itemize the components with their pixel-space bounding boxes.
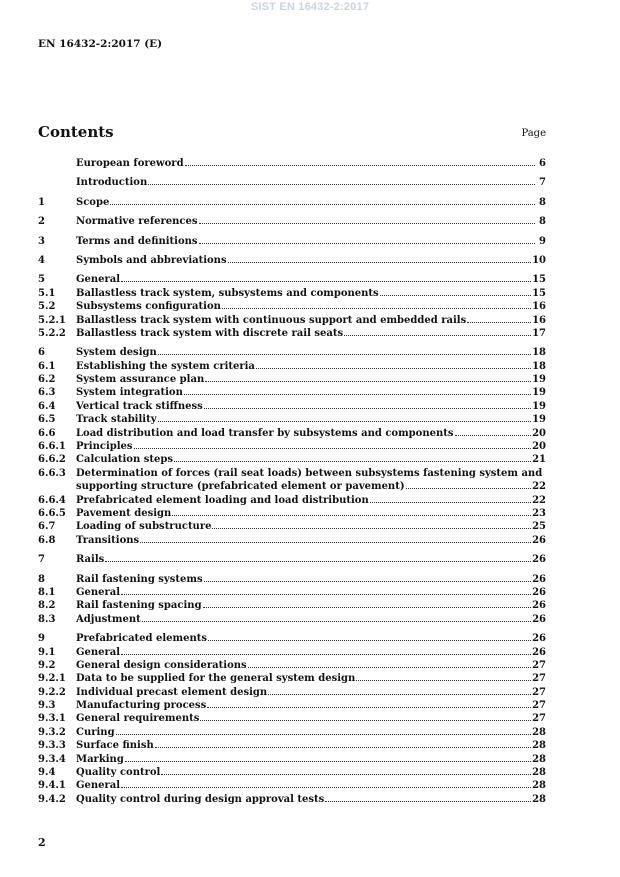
toc-entry-title: Calculation steps bbox=[76, 454, 173, 466]
toc-entry-number: 6.7 bbox=[38, 521, 56, 533]
toc-leader-dots bbox=[204, 408, 531, 409]
toc-entry-number: 8 bbox=[38, 573, 45, 585]
toc-entry-title: Curing bbox=[76, 726, 115, 738]
toc-entry-number: 8.3 bbox=[38, 613, 56, 625]
toc-entry-title: Marking bbox=[76, 753, 124, 765]
toc-entry-title: Ballastless track system with continuous support and embedded rails bbox=[76, 314, 467, 326]
toc-entry-title: Loading of substructure bbox=[76, 521, 212, 533]
toc-entry-number: 9.4.1 bbox=[38, 780, 66, 792]
toc-entry[interactable] bbox=[38, 440, 546, 453]
toc-leader-dots bbox=[406, 488, 532, 489]
toc-entry[interactable] bbox=[38, 427, 546, 440]
toc-entry-page: 16 bbox=[532, 301, 546, 313]
toc-entry-title: Rail fastening spacing bbox=[76, 600, 202, 612]
toc-entry-title: Load distribution and load transfer by subsystems and components bbox=[76, 427, 454, 439]
watermark: SIST EN 16432-2:2017 bbox=[250, 1, 370, 13]
toc-entry-title-wrap bbox=[76, 632, 532, 645]
toc-entry-page: 20 bbox=[532, 441, 546, 453]
toc-entry-title-wrap bbox=[76, 586, 532, 599]
toc-entry-page: 10 bbox=[532, 254, 546, 266]
toc-entry-page: 25 bbox=[532, 521, 546, 533]
toc-entry-title: Ballastless track system with discrete rail seats bbox=[76, 327, 344, 339]
toc-leader-dots bbox=[203, 607, 532, 608]
toc-entry-page: 26 bbox=[532, 646, 546, 658]
toc-leader-dots bbox=[344, 335, 531, 336]
toc-entry[interactable] bbox=[38, 254, 546, 267]
toc-entry[interactable] bbox=[38, 699, 546, 712]
toc-entry-page: 9 bbox=[539, 235, 546, 247]
toc-entry[interactable] bbox=[38, 413, 546, 426]
toc-entry-number: 9.3.4 bbox=[38, 753, 66, 765]
toc-entry-title: Ballastless track system, subsystems and components bbox=[76, 287, 379, 299]
toc-entry[interactable] bbox=[38, 176, 546, 189]
toc-entry-title: Rail fastening systems bbox=[76, 573, 203, 585]
toc-entry-title-wrap bbox=[76, 573, 532, 586]
toc-leader-dots bbox=[248, 667, 531, 668]
toc-entry-number: 5 bbox=[38, 274, 45, 286]
toc-entry-page: 27 bbox=[532, 686, 546, 698]
toc-entry-title-wrap bbox=[76, 467, 543, 480]
toc-entry-title-wrap bbox=[76, 413, 532, 426]
toc-entry[interactable] bbox=[38, 215, 546, 228]
toc-entry-title-wrap bbox=[76, 507, 532, 520]
toc-entry-number: 5.2.1 bbox=[38, 314, 66, 326]
toc-leader-dots bbox=[185, 165, 535, 166]
page-column-label: Page bbox=[521, 128, 546, 139]
toc-entry-title: System assurance plan bbox=[76, 374, 205, 386]
toc-leader-dots bbox=[325, 801, 531, 802]
toc-entry[interactable] bbox=[38, 520, 546, 533]
toc-entry[interactable] bbox=[38, 453, 546, 466]
toc-leader-dots bbox=[228, 262, 531, 263]
toc-entry-page: 26 bbox=[532, 586, 546, 598]
toc-leader-dots bbox=[174, 461, 531, 462]
toc-entry[interactable] bbox=[38, 686, 546, 699]
toc-leader-dots bbox=[380, 295, 531, 296]
toc-leader-dots bbox=[105, 561, 531, 562]
toc-entry-title-wrap bbox=[76, 779, 532, 792]
toc-entry-title: Principles bbox=[76, 441, 133, 453]
toc-leader-dots bbox=[134, 448, 532, 449]
toc-entry[interactable] bbox=[38, 314, 546, 327]
toc-entry[interactable] bbox=[38, 386, 546, 399]
toc-entry-title: Terms and definitions bbox=[76, 235, 198, 247]
toc-entry[interactable] bbox=[38, 196, 546, 209]
toc-leader-dots bbox=[172, 515, 531, 516]
toc-leader-dots bbox=[121, 281, 531, 282]
toc-leader-dots bbox=[356, 680, 531, 681]
toc-entry-page: 28 bbox=[532, 780, 546, 792]
toc-entry-title-wrap bbox=[76, 686, 532, 699]
toc-leader-dots bbox=[148, 184, 535, 185]
toc-entry-page: 26 bbox=[532, 554, 546, 566]
toc-entry-title: Symbols and abbreviations bbox=[76, 254, 227, 266]
toc-entry-title: Surface finish bbox=[76, 740, 154, 752]
toc-entry[interactable] bbox=[38, 672, 546, 685]
toc-entry-number: 3 bbox=[38, 235, 45, 247]
toc-entry-title-wrap bbox=[76, 327, 532, 340]
toc-entry-page: 21 bbox=[532, 454, 546, 466]
toc-entry-title-wrap bbox=[76, 427, 532, 440]
toc-entry-title: Scope bbox=[76, 196, 110, 208]
toc-entry-title-wrap bbox=[76, 739, 532, 752]
toc-entry[interactable] bbox=[38, 235, 546, 248]
table-of-contents bbox=[38, 157, 546, 806]
toc-entry[interactable] bbox=[38, 753, 546, 766]
toc-entry-title: General design considerations bbox=[76, 659, 247, 671]
toc-entry-page: 8 bbox=[539, 216, 546, 228]
toc-entry[interactable] bbox=[38, 373, 546, 386]
toc-entry-title: Prefabricated elements bbox=[76, 633, 208, 645]
toc-leader-dots bbox=[116, 734, 532, 735]
toc-leader-dots bbox=[200, 720, 531, 721]
toc-entry-title-wrap bbox=[76, 480, 532, 493]
toc-entry-title: General requirements bbox=[76, 713, 200, 725]
toc-entry[interactable] bbox=[38, 793, 546, 806]
toc-entry-title-wrap bbox=[76, 235, 536, 248]
toc-entry-title: Subsystems configuration bbox=[76, 301, 221, 313]
toc-entry-title-wrap bbox=[76, 659, 532, 672]
toc-leader-dots bbox=[125, 761, 531, 762]
toc-entry-title-wrap bbox=[76, 599, 532, 612]
toc-entry-page: 27 bbox=[532, 713, 546, 725]
toc-entry[interactable] bbox=[38, 586, 546, 599]
toc-entry-page: 15 bbox=[532, 274, 546, 286]
toc-entry-title: Normative references bbox=[76, 216, 198, 228]
toc-entry[interactable] bbox=[38, 360, 546, 373]
toc-leader-dots bbox=[212, 528, 531, 529]
toc-entry-number: 8.2 bbox=[38, 600, 56, 612]
toc-entry[interactable] bbox=[38, 273, 546, 286]
toc-entry-title-wrap bbox=[76, 793, 532, 806]
toc-entry-number: 9.3.1 bbox=[38, 713, 66, 725]
toc-entry-title-wrap bbox=[76, 712, 532, 725]
toc-entry-title-wrap bbox=[76, 613, 532, 626]
toc-leader-dots bbox=[467, 322, 531, 323]
toc-entry-page: 26 bbox=[532, 600, 546, 612]
toc-entry-title-wrap bbox=[76, 273, 532, 286]
toc-entry-number: 6.6.3 bbox=[38, 467, 66, 479]
toc-entry-number: 4 bbox=[38, 254, 45, 266]
toc-entry-page: 19 bbox=[532, 400, 546, 412]
toc-entry-page: 19 bbox=[532, 374, 546, 386]
toc-leader-dots bbox=[256, 368, 531, 369]
toc-entry[interactable] bbox=[38, 534, 546, 547]
toc-entry-title: Establishing the system criteria bbox=[76, 360, 255, 372]
toc-entry-title-wrap bbox=[76, 346, 532, 359]
toc-entry-title-wrap bbox=[76, 520, 532, 533]
toc-entry-number: 6.6.1 bbox=[38, 441, 66, 453]
toc-entry-number: 9.4.2 bbox=[38, 793, 66, 805]
toc-entry-title: System integration bbox=[76, 387, 183, 399]
toc-entry[interactable] bbox=[38, 599, 546, 612]
toc-entry[interactable] bbox=[38, 287, 546, 300]
toc-entry-title: Transitions bbox=[76, 534, 140, 546]
toc-entry[interactable] bbox=[38, 553, 546, 566]
toc-entry-title-wrap bbox=[76, 699, 532, 712]
toc-entry[interactable] bbox=[38, 573, 546, 586]
toc-entry-page: 18 bbox=[532, 360, 546, 372]
toc-leader-dots bbox=[199, 223, 536, 224]
toc-entry-title: European foreword bbox=[76, 158, 184, 169]
toc-entry-number: 6 bbox=[38, 347, 45, 359]
toc-entry-number: 5.1 bbox=[38, 287, 56, 299]
toc-entry-title: Introduction bbox=[76, 177, 148, 189]
toc-entry-number: 9.3.3 bbox=[38, 740, 66, 752]
toc-entry-page: 23 bbox=[532, 507, 546, 519]
toc-entry-number: 2 bbox=[38, 216, 45, 228]
toc-entry-number: 5.2 bbox=[38, 301, 56, 313]
toc-entry-number: 6.6 bbox=[38, 427, 56, 439]
toc-entry[interactable] bbox=[38, 300, 546, 313]
toc-entry-title: Data to be supplied for the general system design bbox=[76, 673, 356, 685]
toc-entry-page: 22 bbox=[532, 481, 546, 493]
toc-entry-title: General bbox=[76, 646, 121, 658]
toc-entry-title: Quality control bbox=[76, 767, 161, 779]
toc-entry[interactable] bbox=[38, 480, 546, 493]
toc-entry-number: 8.1 bbox=[38, 586, 56, 598]
toc-entry-title-wrap bbox=[76, 646, 532, 659]
toc-entry[interactable] bbox=[38, 632, 546, 645]
toc-entry[interactable] bbox=[38, 467, 546, 480]
toc-entry-title-wrap bbox=[76, 314, 532, 327]
toc-entry-number: 7 bbox=[38, 554, 45, 566]
toc-entry-page: 17 bbox=[532, 327, 546, 339]
toc-entry-title-wrap bbox=[76, 176, 536, 189]
toc-entry-title-wrap bbox=[76, 726, 532, 739]
toc-entry[interactable] bbox=[38, 346, 546, 359]
toc-entry[interactable] bbox=[38, 613, 546, 626]
toc-entry-page: 19 bbox=[532, 414, 546, 426]
toc-entry-page: 28 bbox=[532, 726, 546, 738]
toc-leader-dots bbox=[155, 747, 531, 748]
toc-leader-dots bbox=[370, 502, 531, 503]
toc-entry-title-wrap bbox=[76, 254, 532, 267]
toc-entry-page: 16 bbox=[532, 314, 546, 326]
toc-entry-title: General bbox=[76, 586, 121, 598]
toc-entry-number: 9.1 bbox=[38, 646, 56, 658]
toc-entry-title: Manufacturing process bbox=[76, 700, 207, 712]
toc-entry-page: 27 bbox=[532, 673, 546, 685]
toc-entry-title-wrap bbox=[76, 300, 532, 313]
toc-leader-dots bbox=[110, 204, 535, 205]
toc-entry-number: 9.3 bbox=[38, 700, 56, 712]
toc-leader-dots bbox=[121, 654, 531, 655]
toc-entry-title-wrap bbox=[76, 766, 532, 779]
toc-entry-title-wrap bbox=[76, 360, 532, 373]
toc-entry-title: Pavement design bbox=[76, 507, 172, 519]
toc-entry-title: Individual precast element design bbox=[76, 686, 268, 698]
toc-entry-title: Prefabricated element loading and load distribution bbox=[76, 494, 369, 506]
toc-entry[interactable] bbox=[38, 779, 546, 792]
toc-leader-dots bbox=[455, 435, 532, 436]
toc-entry[interactable] bbox=[38, 327, 546, 340]
toc-entry-number: 6.6.2 bbox=[38, 454, 66, 466]
toc-entry-number: 9 bbox=[38, 633, 45, 645]
toc-leader-dots bbox=[207, 707, 531, 708]
toc-entry-title-wrap bbox=[76, 753, 532, 766]
toc-entry-title-wrap bbox=[76, 553, 532, 566]
toc-entry[interactable] bbox=[38, 659, 546, 672]
toc-entry-number: 6.4 bbox=[38, 400, 56, 412]
toc-leader-dots bbox=[140, 542, 531, 543]
toc-entry-title: Adjustment bbox=[76, 613, 141, 625]
toc-entry-page: 26 bbox=[532, 573, 546, 585]
toc-entry-title: Quality control during design approval tests bbox=[76, 793, 325, 805]
document-id: EN 16432-2:2017 (E) bbox=[38, 38, 163, 50]
toc-entry-title: Determination of forces (rail seat loads) between subsystems fastening system and bbox=[76, 467, 543, 479]
toc-entry-page: 26 bbox=[532, 633, 546, 645]
toc-entry-page: 15 bbox=[532, 287, 546, 299]
toc-entry-page: 26 bbox=[532, 534, 546, 546]
toc-entry-page: 22 bbox=[532, 494, 546, 506]
toc-entry-number: 6.5 bbox=[38, 414, 56, 426]
toc-entry-title-wrap bbox=[76, 494, 532, 507]
toc-entry-page: 28 bbox=[532, 793, 546, 805]
toc-entry[interactable] bbox=[38, 739, 546, 752]
toc-entry-number: 1 bbox=[38, 196, 45, 208]
toc-leader-dots bbox=[222, 308, 531, 309]
toc-entry[interactable] bbox=[38, 507, 546, 520]
toc-entry-title-wrap bbox=[76, 215, 536, 228]
toc-leader-dots bbox=[208, 640, 531, 641]
toc-entry-number: 9.2 bbox=[38, 659, 56, 671]
toc-entry-title-wrap bbox=[76, 287, 532, 300]
toc-entry-number: 6.1 bbox=[38, 360, 56, 372]
toc-entry-page: 28 bbox=[532, 767, 546, 779]
toc-entry-title: Vertical track stiffness bbox=[76, 400, 203, 412]
toc-entry-title: Track stability bbox=[76, 414, 157, 426]
toc-entry[interactable] bbox=[38, 494, 546, 507]
toc-entry-title-wrap bbox=[76, 400, 532, 413]
toc-entry-page: 27 bbox=[532, 700, 546, 712]
toc-entry-title: General bbox=[76, 274, 121, 286]
toc-leader-dots bbox=[268, 694, 531, 695]
toc-leader-dots bbox=[199, 243, 535, 244]
toc-entry-number: 6.3 bbox=[38, 387, 56, 399]
toc-entry-page: 27 bbox=[532, 659, 546, 671]
toc-entry-title-wrap bbox=[76, 196, 536, 209]
toc-entry-title: Rails bbox=[76, 554, 105, 566]
toc-entry-number: 6.2 bbox=[38, 374, 56, 386]
toc-leader-dots bbox=[142, 621, 531, 622]
toc-entry-title-wrap bbox=[76, 672, 532, 685]
toc-entry-number: 9.3.2 bbox=[38, 726, 66, 738]
footer-page-number: 2 bbox=[38, 836, 46, 849]
toc-entry-number: 6.6.4 bbox=[38, 494, 66, 506]
toc-entry[interactable] bbox=[38, 157, 546, 170]
toc-leader-dots bbox=[205, 381, 531, 382]
toc-leader-dots bbox=[184, 394, 531, 395]
toc-entry-number: 9.2.2 bbox=[38, 686, 66, 698]
toc-entry-title-wrap bbox=[76, 373, 532, 386]
toc-entry-title-wrap bbox=[76, 157, 536, 170]
toc-entry-page: 20 bbox=[532, 427, 546, 439]
toc-entry-number: 5.2.2 bbox=[38, 327, 66, 339]
toc-leader-dots bbox=[204, 581, 532, 582]
toc-entry[interactable] bbox=[38, 726, 546, 739]
toc-entry[interactable] bbox=[38, 400, 546, 413]
toc-entry-title: General bbox=[76, 780, 121, 792]
toc-entry-title-wrap bbox=[76, 453, 532, 466]
toc-leader-dots bbox=[121, 787, 531, 788]
toc-entry-title: System design bbox=[76, 347, 157, 359]
toc-entry[interactable] bbox=[38, 766, 546, 779]
toc-entry-page: 19 bbox=[532, 387, 546, 399]
toc-entry-page: 28 bbox=[532, 753, 546, 765]
toc-entry-number: 6.6.5 bbox=[38, 507, 66, 519]
toc-entry-title-wrap bbox=[76, 440, 532, 453]
toc-entry-page: 7 bbox=[539, 177, 546, 189]
contents-heading: Contents bbox=[38, 123, 114, 141]
toc-entry-title-wrap bbox=[76, 386, 532, 399]
toc-entry-number: 9.2.1 bbox=[38, 673, 66, 685]
toc-entry-page: 28 bbox=[532, 740, 546, 752]
toc-entry-title: supporting structure (prefabricated element or pavement) bbox=[76, 481, 405, 493]
toc-leader-dots bbox=[161, 774, 531, 775]
toc-leader-dots bbox=[158, 354, 531, 355]
toc-leader-dots bbox=[158, 421, 532, 422]
toc-entry-page: 8 bbox=[539, 196, 546, 208]
toc-entry[interactable] bbox=[38, 646, 546, 659]
toc-entry[interactable] bbox=[38, 712, 546, 725]
toc-entry-number: 9.4 bbox=[38, 767, 56, 779]
toc-entry-title-wrap bbox=[76, 534, 532, 547]
toc-entry-page: 18 bbox=[532, 347, 546, 359]
toc-leader-dots bbox=[121, 594, 531, 595]
toc-entry-number: 6.8 bbox=[38, 534, 56, 546]
toc-entry-page: 6 bbox=[539, 158, 546, 169]
toc-entry-page: 26 bbox=[532, 613, 546, 625]
